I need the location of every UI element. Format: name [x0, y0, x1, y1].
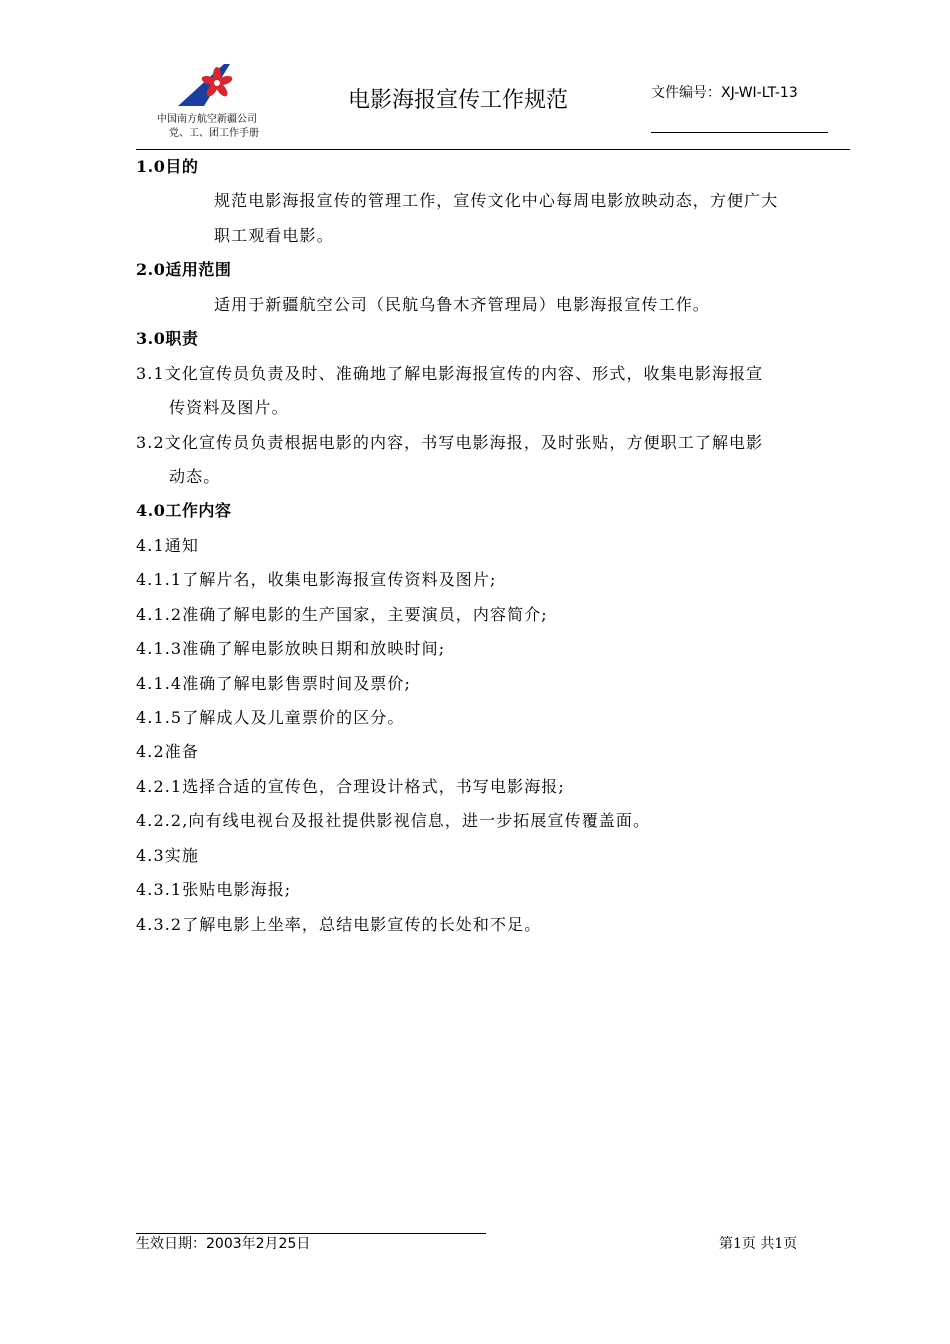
section-4-1-2-item: 4.1.2准确了解电影的生产国家，主要演员，内容简介;	[136, 605, 548, 624]
section-4-3-heading: 4.3实施	[136, 846, 199, 865]
section-1-text-line-2: 职工观看电影。	[214, 226, 334, 245]
document-code: 文件编号：XJ-WI-LT-13	[651, 85, 798, 101]
section-4-1-heading: 4.1通知	[136, 536, 199, 555]
manual-name: 党、工、团工作手册	[169, 128, 259, 139]
china-southern-logo	[176, 62, 240, 108]
document-title: 电影海报宣传工作规范	[348, 88, 569, 113]
section-4-heading: 4.0工作内容	[136, 501, 232, 520]
section-4-1-5-item: 4.1.5了解成人及儿童票价的区分。	[136, 708, 405, 727]
section-4-2-1-item: 4.2.1选择合适的宣传色，合理设计格式，书写电影海报;	[136, 777, 565, 796]
effective-date: 生效日期：2003年2月25日	[136, 1236, 311, 1252]
section-1-heading: 1.0目的	[136, 157, 199, 176]
section-4-1-4-item: 4.1.4准确了解电影售票时间及票价;	[136, 674, 412, 693]
section-4-1-3-item: 4.1.3准确了解电影放映日期和放映时间;	[136, 639, 446, 658]
section-4-2-heading: 4.2准备	[136, 742, 199, 761]
company-name: 中国南方航空新疆公司	[157, 114, 257, 125]
footer-divider	[136, 1233, 486, 1234]
section-2-text: 适用于新疆航空公司（民航乌鲁木齐管理局）电影海报宣传工作。	[214, 295, 710, 314]
document-code-underline	[651, 132, 828, 133]
header-divider	[136, 149, 850, 150]
section-3-1-text-line-2: 传资料及图片。	[169, 398, 289, 417]
section-4-3-1-item: 4.3.1张贴电影海报;	[136, 880, 292, 899]
section-3-heading: 3.0职责	[136, 329, 199, 348]
section-4-2-2-item: 4.2.2,向有线电视台及报社提供影视信息，进一步拓展宣传覆盖面。	[136, 811, 651, 830]
section-1-text-line-1: 规范电影海报宣传的管理工作，宣传文化中心每周电影放映动态，方便广大	[214, 191, 779, 210]
section-2-heading: 2.0适用范围	[136, 260, 232, 279]
section-3-2-text-line-1: 3.2文化宣传员负责根据电影的内容，书写电影海报，及时张贴，方便职工了解电影	[136, 433, 764, 452]
page-info: 第1页 共1页	[719, 1236, 798, 1252]
section-3-1-text-line-1: 3.1文化宣传员负责及时、准确地了解电影海报宣传的内容、形式，收集电影海报宣	[136, 364, 764, 383]
section-4-1-1-item: 4.1.1了解片名，收集电影海报宣传资料及图片;	[136, 570, 497, 589]
section-4-3-2-item: 4.3.2了解电影上坐率，总结电影宣传的长处和不足。	[136, 915, 542, 934]
section-3-2-text-line-2: 动态。	[169, 467, 221, 486]
